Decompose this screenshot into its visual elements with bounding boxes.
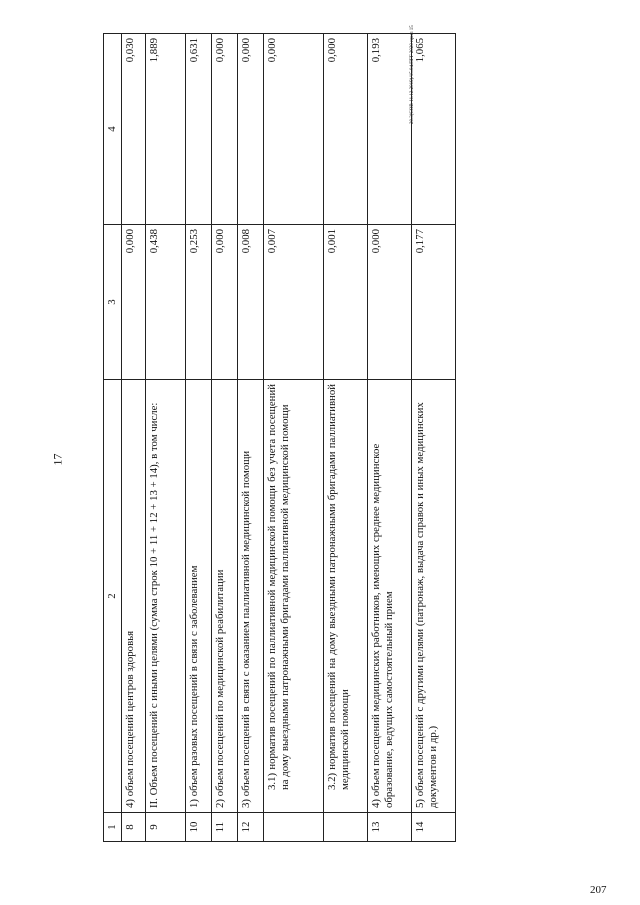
page-number: 17: [50, 453, 65, 466]
row-value-col4: 0,193: [367, 34, 411, 225]
row-description: 1) объем разовых посещений в связи с заболеванием: [185, 380, 211, 813]
table-row: [237, 34, 263, 842]
header-cell-3: 3: [104, 225, 122, 380]
row-number: 8: [121, 813, 145, 842]
row-description: 5) объем посещений с другими целями (патронаж, выдача справок и иных медицинских документов и др.): [411, 380, 455, 813]
row-value-col4: 0,000: [237, 34, 263, 225]
row-description: 3) объем посещений в связи с оказанием паллиативной медицинской помощи: [237, 380, 263, 813]
table-row: [411, 34, 455, 842]
side-note: 20.3(СОВ-11.12.2019)/15.04.ПГГ 2020 прил 15: [410, 25, 415, 124]
table-row: [367, 34, 411, 842]
table-row: [145, 34, 185, 842]
row-number: 14: [411, 813, 455, 842]
row-value-col3: 0,000: [367, 225, 411, 380]
rotated-table-container: [103, 38, 439, 842]
header-cell-1: 1: [104, 813, 122, 842]
row-description: 4) объем посещений медицинских работников, имеющих среднее медицинское образование, ведущих самостоятельный прием: [367, 380, 411, 813]
data-table: [103, 33, 456, 842]
row-value-col3: 0,253: [185, 225, 211, 380]
row-value-col4: 0,000: [211, 34, 237, 225]
row-number: 9: [145, 813, 185, 842]
row-value-col4: 0,030: [121, 34, 145, 225]
row-value-col3: 0,438: [145, 225, 185, 380]
row-value-col3: 0,000: [211, 225, 237, 380]
row-number: 12: [237, 813, 263, 842]
row-value-col3: 0,001: [323, 225, 367, 380]
row-description: 3.1) норматив посещений по паллиативной медицинской помощи без учета посещений на дому выездными патронажными бригадами паллиативной медицинской помощи: [263, 380, 323, 813]
row-description: II. Объем посещений с иными целями (сумма строк 10 + 11 + 12 + 13 + 14), в том числе:: [145, 380, 185, 813]
row-value-col4: 0,000: [323, 34, 367, 225]
row-value-col4: 0,000: [263, 34, 323, 225]
header-cell-2: 2: [104, 380, 122, 813]
row-value-col3: 0,007: [263, 225, 323, 380]
row-number: [263, 813, 323, 842]
table-row: [185, 34, 211, 842]
corner-page-number: 207: [590, 884, 607, 896]
row-number: 11: [211, 813, 237, 842]
row-number: 10: [185, 813, 211, 842]
row-value-col3: 0,000: [121, 225, 145, 380]
row-description: 3.2) норматив посещений на дому выездными патронажными бригадами паллиативной медицинской помощи: [323, 380, 367, 813]
row-value-col4: 1,065: [411, 34, 455, 225]
row-description: 2) объем посещений по медицинской реабилитации: [211, 380, 237, 813]
row-value-col4: 0,631: [185, 34, 211, 225]
table-row: [323, 34, 367, 842]
table-row: [263, 34, 323, 842]
row-value-col3: 0,177: [411, 225, 455, 380]
table-header-row: [104, 34, 122, 842]
table-row: [121, 34, 145, 842]
row-number: 13: [367, 813, 411, 842]
table-row: [211, 34, 237, 842]
row-value-col4: 1,889: [145, 34, 185, 225]
row-value-col3: 0,008: [237, 225, 263, 380]
header-cell-4: 4: [104, 34, 122, 225]
row-description: 4) объем посещений центров здоровья: [121, 380, 145, 813]
row-number: [323, 813, 367, 842]
